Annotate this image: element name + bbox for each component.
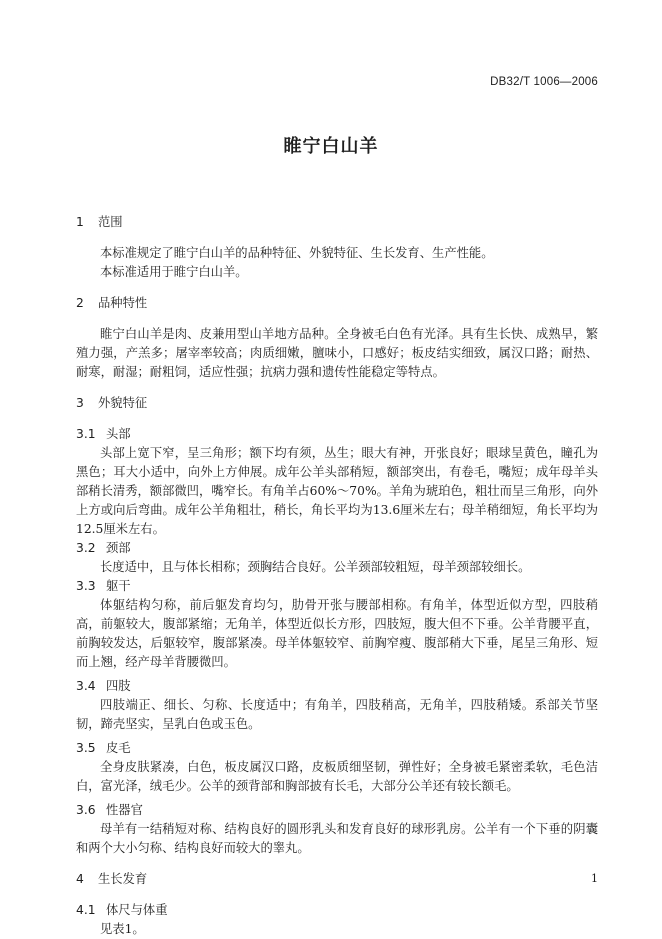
subsection-3-6-heading <box>76 801 598 820</box>
subsection-number: 3.1 <box>76 427 96 441</box>
subsection-number: 3.3 <box>76 579 96 593</box>
section-4-heading <box>76 870 598 889</box>
subsection-3-5-text: 全身皮肤紧凑，白色，板皮属汉口路，皮板质细坚韧，弹性好；全身被毛紧密柔软，毛色洁白，富光泽，绒毛少。公羊的颈背部和胸部披有长毛，大部分公羊还有较长额毛。 <box>76 760 598 793</box>
subsection-title: 性器官 <box>106 803 143 817</box>
subsection-number: 4.1 <box>76 903 96 917</box>
section-1-paragraph-2: 本标准适用于睢宁白山羊。 <box>100 265 248 279</box>
section-1-paragraph-1: 本标准规定了睢宁白山羊的品种特征、外貌特征、生长发育、生产性能。 <box>100 246 494 260</box>
subsection-title: 颈部 <box>106 541 131 555</box>
subsection-3-6-text: 母羊有一结稍短对称、结构良好的圆形乳头和发育良好的球形乳房。公羊有一个下垂的阴囊和两个大小匀称、结构良好而较大的睾丸。 <box>76 822 598 855</box>
document-title: 睢宁白山羊 <box>283 136 379 157</box>
subsection-3-2-heading <box>76 539 598 558</box>
section-3-heading <box>76 394 598 413</box>
section-number: 4 <box>76 872 84 886</box>
subsection-3-3-text: 体躯结构匀称，前后躯发育均匀，肋骨开张与腰部相称。有角羊，体型近似方型，四肢稍高，前躯较大，腹部紧缩；无角羊，体型近似长方形，四肢短，腹大但不下垂。公羊背腰平直，前胸较发达，后躯较窄，腹部紧凑。母羊体躯较窄、前胸窄瘦、腹部稍大下垂，尾呈三角形、短而上翘，经产母羊背腰微凹。 <box>76 598 598 669</box>
section-number: 2 <box>76 296 84 310</box>
subsection-3-5-heading <box>76 739 598 758</box>
subsection-3-2-text: 长度适中，且与体长相称；颈胸结合良好。公羊颈部较粗短，母羊颈部较细长。 <box>100 560 531 574</box>
document-body <box>76 213 598 939</box>
subsection-number: 3.6 <box>76 803 96 817</box>
subsection-title: 体尺与体重 <box>106 903 168 917</box>
section-1-heading <box>76 213 598 232</box>
page-number: 1 <box>591 872 598 885</box>
subsection-title: 躯干 <box>106 579 131 593</box>
subsection-title: 皮毛 <box>106 741 131 755</box>
section-title: 外貌特征 <box>98 396 148 410</box>
section-title: 品种特性 <box>98 296 148 310</box>
subsection-3-4-heading <box>76 677 598 696</box>
subsection-4-1-text: 见表1。 <box>100 922 145 936</box>
subsection-4-1-heading <box>76 901 598 920</box>
section-number: 3 <box>76 396 84 410</box>
section-title: 生长发育 <box>98 872 148 886</box>
subsection-number: 3.4 <box>76 679 96 693</box>
subsection-3-3-heading <box>76 577 598 596</box>
subsection-3-1-text: 头部上宽下窄，呈三角形；额下均有须，丛生；眼大有神，开张良好；眼球呈黄色，瞳孔为黑色；耳大小适中，向外上方伸展。成年公羊头部稍短，额部突出，有卷毛，嘴短；成年母羊头部稍长清秀，额部微凹，嘴窄长。有角羊占60%～70%。羊角为琥珀色，粗壮而呈三角形，向外上方或向后弯曲。成年公羊角粗壮，稍长，角长平均为13.6厘米左右；母羊稍细短，角长平均为12.5厘米左右。 <box>76 446 598 536</box>
subsection-title: 四肢 <box>106 679 131 693</box>
standard-code: DB32/T 1006—2006 <box>490 76 598 88</box>
subsection-number: 3.5 <box>76 741 96 755</box>
subsection-3-4-text: 四肢端正、细长、匀称、长度适中；有角羊，四肢稍高，无角羊，四肢稍矮。系部关节坚韧，蹄壳坚实，呈乳白色或玉色。 <box>76 698 598 731</box>
section-2-heading <box>76 294 598 313</box>
section-2-paragraph: 睢宁白山羊是肉、皮兼用型山羊地方品种。全身被毛白色有光泽。具有生长快、成熟早，繁殖力强，产羔多；屠宰率较高；肉质细嫩，膻味小，口感好；板皮结实细致，属汉口路；耐热、耐寒，耐湿；耐粗饲，适应性强；抗病力强和遗传性能稳定等特点。 <box>76 327 598 379</box>
subsection-number: 3.2 <box>76 541 96 555</box>
subsection-3-1-heading <box>76 425 598 444</box>
section-title: 范围 <box>98 215 123 229</box>
section-number: 1 <box>76 215 84 229</box>
subsection-title: 头部 <box>106 427 131 441</box>
